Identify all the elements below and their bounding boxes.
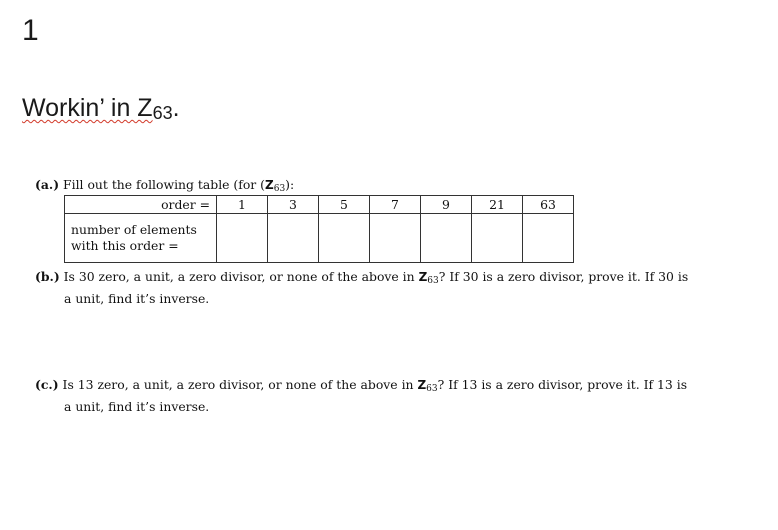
problem-c-text-1: Is 13 zero, a unit, a zero divisor, or none of the above in — [62, 377, 414, 392]
answer-cell[interactable] — [370, 214, 421, 263]
order-cell: 7 — [370, 196, 421, 214]
count-row-label — [65, 214, 217, 263]
table-header-row — [65, 196, 574, 214]
page-number: 1 — [22, 14, 39, 47]
problem-c-text-2: ? If 13 is a zero divisor, prove it. If 13 is — [437, 377, 688, 392]
heading-text: Workin’ in Z — [22, 94, 153, 122]
heading-subscript: 63 — [152, 103, 173, 123]
order-cell: 1 — [217, 196, 268, 214]
problem-c-label: (c.) — [35, 377, 59, 392]
problem-b-label: (b.) — [35, 269, 60, 284]
answer-cell[interactable] — [472, 214, 523, 263]
order-table — [64, 195, 574, 263]
order-cell: 9 — [421, 196, 472, 214]
order-cell: 21 — [472, 196, 523, 214]
problem-b — [35, 268, 688, 307]
answer-cell[interactable] — [421, 214, 472, 263]
answer-cell[interactable] — [217, 214, 268, 263]
ring-modulus: 63 — [427, 276, 439, 286]
order-header-cell: order = — [65, 196, 217, 214]
ring-modulus: 63 — [273, 184, 286, 194]
section-heading — [22, 94, 180, 124]
answer-cell[interactable] — [523, 214, 574, 263]
ring-symbol: Z — [418, 270, 428, 284]
problem-b-text-1: Is 30 zero, a unit, a zero divisor, or none of the above in — [63, 269, 415, 284]
count-row-label-line2: with this order = — [71, 238, 179, 253]
problem-b-text-3: a unit, find it’s inverse. — [64, 291, 210, 306]
problem-b-text-2: ? If 30 is a zero divisor, prove it. If 30 is — [438, 269, 689, 284]
problem-c — [35, 376, 687, 415]
order-cell: 63 — [523, 196, 574, 214]
problem-a-label: (a.) — [35, 177, 60, 192]
table-count-row — [65, 214, 574, 263]
problem-a-text-after: ): — [285, 177, 295, 192]
ring-symbol: Z — [265, 178, 274, 192]
problem-a-text: Fill out the following table (for — [63, 177, 257, 192]
problem-a: (a.) Fill out the following table (for $(Z_{63})$: — [35, 177, 295, 194]
answer-cell[interactable] — [268, 214, 319, 263]
answer-cell[interactable] — [319, 214, 370, 263]
ring-modulus: 63 — [426, 384, 438, 394]
heading-suffix: . — [172, 94, 180, 122]
count-row-label-line1: number of elements — [71, 222, 197, 237]
order-cell: 5 — [319, 196, 370, 214]
ring-symbol: Z — [417, 378, 427, 392]
order-cell: 3 — [268, 196, 319, 214]
problem-c-text-3: a unit, find it’s inverse. — [64, 399, 210, 414]
